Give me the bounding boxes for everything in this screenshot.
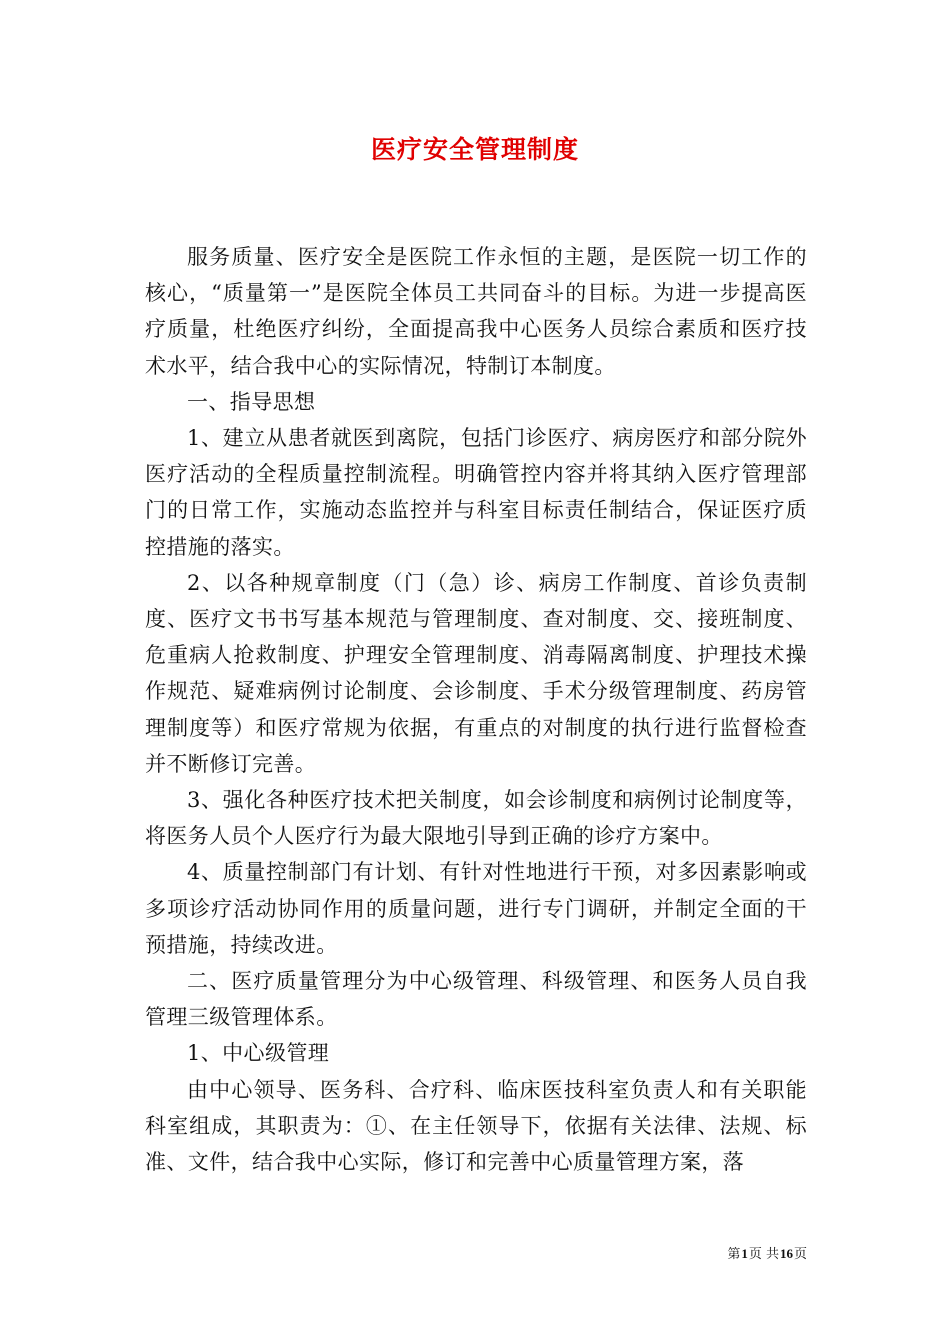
paragraph-center-level-duties: 由中心领导、医务科、合疗科、临床医技科室负责人和有关职能科室组成，其职责为：①、在主任领导下，依据有关法律、法规、标准、文件，结合我中心实际，修订和完善中心质量管理方案，落	[145, 1077, 807, 1175]
paragraph-item-2: 2、以各种规章制度（门（急）诊、病房工作制度、首诊负责制度、医疗文书书写基本规范与管理制度、查对制度、交、接班制度、危重病人抢救制度、护理安全管理制度、消毒隔离制度、护理技术操作规范、疑难病例讨论制度、会诊制度、手术分级管理制度、药房管理制度等）和医疗常规为依据，有重点的对制度的执行进行监督检查并不断修订完善。	[145, 570, 807, 776]
paragraph-item-1: 1、建立从患者就医到离院，包括门诊医疗、病房医疗和部分院外医疗活动的全程质量控制流程。明确管控内容并将其纳入医疗管理部门的日常工作，实施动态监控并与科室目标责任制结合，保证医疗质控措施的落实。	[145, 426, 807, 559]
document-body	[145, 239, 807, 1180]
section-heading-guiding-principles: 一、指导思想	[187, 389, 316, 414]
page-footer	[727, 1245, 807, 1264]
footer-page-number: 1	[741, 1246, 748, 1261]
footer-suffix: 页	[793, 1247, 807, 1262]
paragraph-item-4: 4、质量控制部门有计划、有针对性地进行干预，对多因素影响或多项诊疗活动协同作用的质量问题，进行专门调研，并制定全面的干预措施，持续改进。	[145, 860, 807, 957]
paragraph-item-3: 3、强化各种医疗技术把关制度，如会诊制度和病例讨论制度等，将医务人员个人医疗行为最大限地引导到正确的诊疗方案中。	[145, 788, 807, 849]
footer-middle: 页 共	[748, 1247, 779, 1262]
subheading-center-level: 1、中心级管理	[187, 1041, 330, 1066]
footer-total-pages: 16	[779, 1246, 793, 1261]
paragraph-intro: 服务质量、医疗安全是医院工作永恒的主题，是医院一切工作的核心，“质量第一”是医院全体员工共同奋斗的目标。为进一步提高医疗质量，杜绝医疗纠纷，全面提高我中心医务人员综合素质和医疗技术水平，结合我中心的实际情况，特制订本制度。	[145, 245, 807, 378]
footer-prefix: 第	[727, 1247, 741, 1262]
section-heading-management-levels: 二、医疗质量管理分为中心级管理、科级管理、和医务人员自我管理三级管理体系。	[145, 969, 807, 1030]
document-title: 医疗安全管理制度	[370, 135, 579, 164]
